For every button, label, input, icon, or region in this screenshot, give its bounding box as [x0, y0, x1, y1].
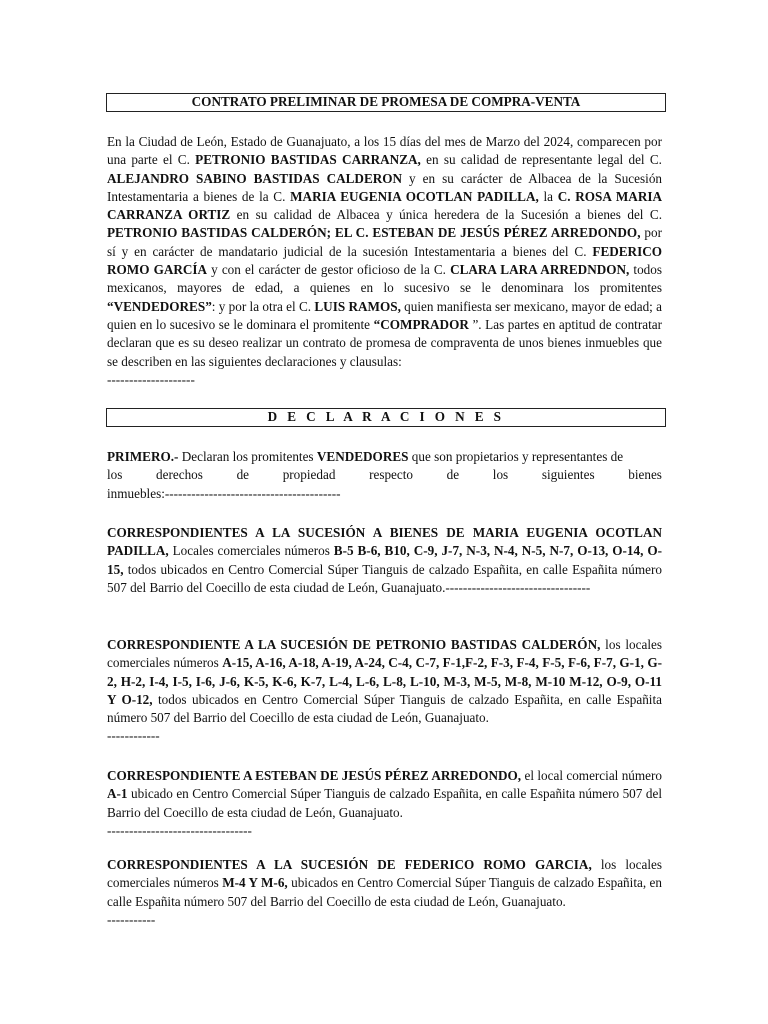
intro-text: en su calidad de representante legal del C.: [420, 152, 662, 168]
primero-word: de: [446, 467, 460, 483]
section-text: todos ubicados en Centro Comercial Súper Tianguis de calzado Españita, en calle Españita número 507 del Barrio del Coecillo de esta ciudad de León, Guanajuato.: [107, 691, 662, 726]
intro-text: y con el carácter de gestor oficioso de la C.: [207, 262, 451, 278]
section-text: el local comercial número: [521, 768, 662, 783]
section-text: todos ubicados en Centro Comercial Súper Tianguis de calzado Españita, en calle Españita número 507 del Barrio del Coecillo de esta ciudad de León, Guanajuato.---------------------------------: [107, 561, 662, 595]
declaraciones-title: D E C L A R A C I O N E S: [106, 408, 666, 427]
primero-text: Declaran los promitentes: [178, 449, 317, 464]
primero-word: de: [236, 467, 250, 483]
primero-label: PRIMERO.-: [107, 449, 179, 464]
contract-title: CONTRATO PRELIMINAR DE PROMESA DE COMPRA-VENTA: [106, 93, 666, 112]
primero-text: que son propietarios y representantes de: [408, 449, 624, 464]
intro-bold: MARIA EUGENIA OCOTLAN PADILLA,: [290, 188, 539, 204]
sucesion-romo-paragraph: [107, 856, 662, 929]
intro-text: todos mexicanos, mayores de edad, a quienes en lo sucesivo se le denominara los promitentes: [107, 262, 662, 296]
intro-text: por sí y en carácter de mandatario judicial de la sucesión Intestamentaria a bienes del C.: [107, 225, 662, 259]
primero-word: siguientes: [541, 467, 595, 483]
section-dashes: ------------: [107, 728, 160, 744]
section-bold: M-4 Y M-6,: [222, 875, 288, 891]
intro-bold: CLARA LARA ARREDNDON,: [450, 262, 630, 278]
intro-text: y en su carácter de Albacea de la Sucesión Intestamentaria a bienes de la C.: [107, 170, 663, 204]
intro-paragraph: [107, 133, 662, 389]
primero-line-3: inmuebles:----------------------------------------: [107, 485, 341, 501]
primero-word: los: [107, 467, 123, 483]
intro-bold: LUIS RAMOS,: [314, 298, 401, 314]
section-bold: A-15, A-16, A-18, A-19, A-24, C-4, C-7, F-1,F-2, F-3, F-4, F-5, F-6, F-7, G-1, G-2, H-2, I-4, I-5, I-6, J-6, K-5, K-6, K-7, L-4, L-6, L-8, L-10, M-3, M-5, M-8, M-10 M-12, O-9, O-11 Y O-12,: [107, 655, 663, 707]
section-text: ubicados en Centro Comercial Súper Tianguis de calzado Españita, en calle Españita número 507 del Barrio del Coecillo de esta ciudad de León, Guanajuato.: [107, 875, 662, 909]
intro-dashes: --------------------: [107, 371, 195, 387]
sucesion-ocotlan-paragraph: [107, 524, 662, 597]
intro-text: : y por la otra el C.: [211, 298, 315, 314]
primero-line-2: [107, 466, 662, 484]
section-heading: CORRESPONDIENTES A LA SUCESIÓN DE FEDERICO ROMO GARCIA,: [107, 857, 592, 872]
intro-bold: C. ROSA MARIA CARRANZA ORTIZ: [107, 188, 662, 223]
intro-bold: PETRONIO BASTIDAS CALDERÓN; EL C. ESTEBAN DE JESÚS PÉREZ ARREDONDO,: [107, 225, 641, 241]
intro-text: En la Ciudad de León, Estado de Guanajuato, a los 15 días del mes de Marzo del 2024, comparecen por una parte el C.: [107, 134, 662, 168]
section-dashes: ---------------------------------: [107, 822, 252, 838]
primero-line-1: [107, 448, 662, 466]
intro-bold: FEDERICO ROMO GARCÍA: [107, 243, 662, 278]
intro-text: ”. Las partes en aptitud de contratar declaran que es su deseo realizar un contrato de promesa de compraventa de unos bienes inmuebles que se describen en las siguientes declaraciones y clausulas:: [107, 316, 662, 369]
section-text: Locales comerciales números: [168, 543, 334, 559]
primero-paragraph: [107, 448, 662, 503]
primero-word: respecto: [369, 467, 414, 483]
primero-word: propiedad: [282, 467, 336, 483]
intro-bold: “VENDEDORES”: [107, 298, 212, 314]
primero-word: derechos: [156, 467, 203, 483]
section-heading: CORRESPONDIENTE A ESTEBAN DE JESÚS PÉREZ ARREDONDO,: [107, 768, 522, 783]
section-text: los locales comerciales números: [107, 637, 662, 671]
section-text: ubicado en Centro Comercial Súper Tianguis de calzado Españita, en calle Españita número 507 del Barrio del Coecillo de esta ciudad de León, Guanajuato.: [107, 786, 662, 820]
primero-word: los: [492, 467, 509, 483]
section-bold: A-1: [107, 786, 128, 802]
section-text: los locales comerciales números: [107, 857, 662, 891]
section-dashes: -----------: [107, 911, 156, 927]
section-bold: B-5 B-6, B10, C-9, J-7, N-3, N-4, N-5, N-7, O-13, O-14, O-15,: [107, 543, 663, 577]
esteban-paragraph: [107, 767, 662, 840]
section-heading: CORRESPONDIENTE A LA SUCESIÓN DE PETRONIO BASTIDAS CALDERÓN,: [107, 637, 601, 652]
section-heading: CORRESPONDIENTES A LA SUCESIÓN A BIENES DE MARIA EUGENIA OCOTLAN PADILLA,: [107, 525, 662, 559]
intro-bold: PETRONIO BASTIDAS CARRANZA,: [195, 152, 421, 168]
intro-text: en su calidad de Albacea y única heredera de la Sucesión a bienes del C.: [230, 207, 662, 223]
intro-bold: “COMPRADOR: [373, 316, 469, 332]
primero-bold: VENDEDORES: [316, 449, 409, 464]
intro-text: quien manifiesta ser mexicano, mayor de edad; a quien en lo sucesivo se le dominara el promitente: [107, 298, 663, 332]
intro-bold: ALEJANDRO SABINO BASTIDAS CALDERON: [107, 170, 403, 186]
intro-text: la: [538, 188, 558, 204]
sucesion-bastidas-paragraph: [107, 636, 662, 746]
primero-word: bienes: [628, 467, 662, 483]
